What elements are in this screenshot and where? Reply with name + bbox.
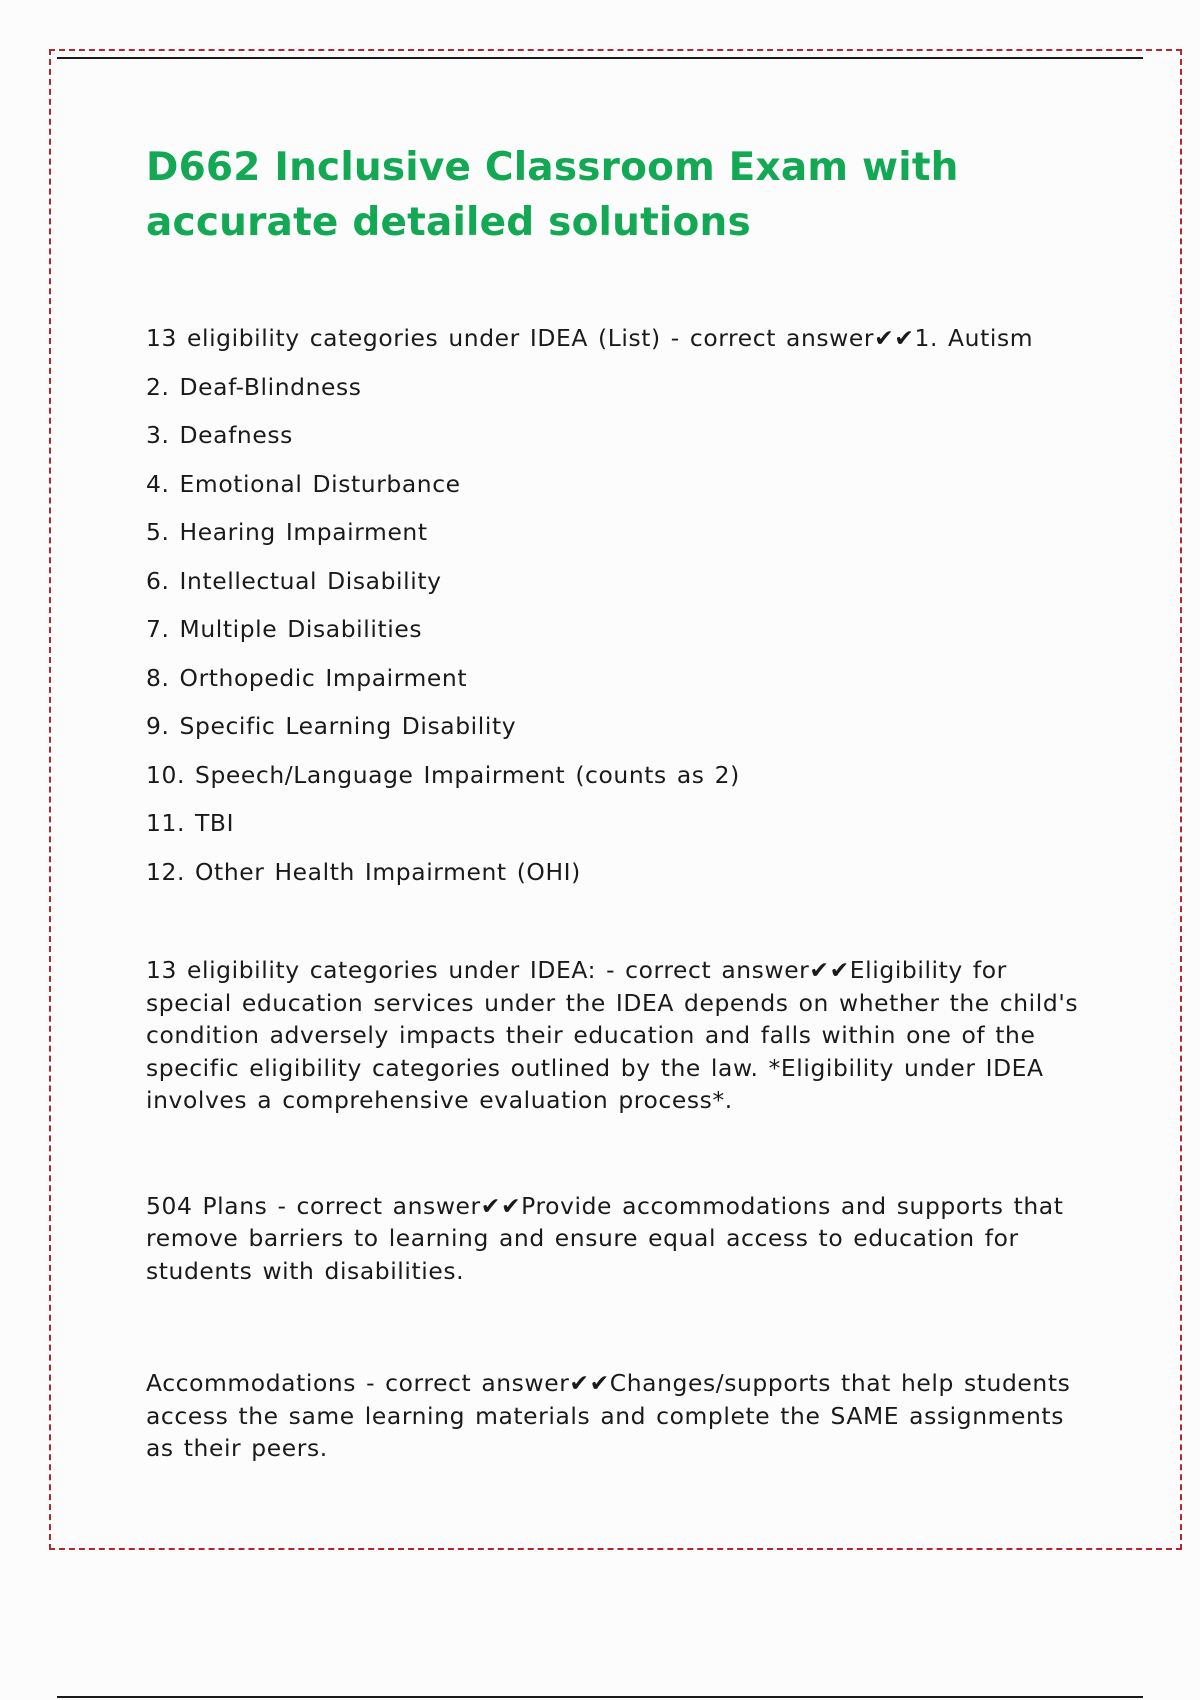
qa-504-plans	[146, 1190, 1086, 1288]
qa-section	[146, 322, 1086, 1465]
document-content	[146, 140, 1086, 1465]
list-item: 7. Multiple Disabilities	[146, 615, 423, 643]
list-item: 4. Emotional Disturbance	[146, 469, 461, 498]
qa-eligibility-definition	[146, 954, 1086, 1117]
list-item: 12. Other Health Impairment (OHI)	[146, 857, 581, 886]
text-line: special education services under the IDEA depends on whether the child's	[146, 988, 1079, 1017]
text-line: 13 eligibility categories under IDEA: - correct answer✔✔Eligibility for	[146, 956, 1007, 984]
list-item: 2. Deaf-Blindness	[146, 372, 362, 401]
list-item: 10. Speech/Language Impairment (counts as 2)	[146, 760, 740, 789]
text-line: involves a comprehensive evaluation process*.	[146, 1086, 733, 1114]
list-item: 5. Hearing Impairment	[146, 518, 428, 546]
document-title	[146, 140, 1086, 250]
list-item: 9. Specific Learning Disability	[146, 712, 517, 740]
text-line: access the same learning materials and complete the SAME assignments	[146, 1401, 1064, 1430]
text-line: students with disabilities.	[146, 1256, 465, 1285]
qa-accommodations	[146, 1367, 1086, 1465]
bottom-rule	[57, 1696, 1143, 1698]
text-line: specific eligibility categories outlined by the law. *Eligibility under IDEA	[146, 1053, 1044, 1082]
top-rule	[57, 57, 1143, 59]
text-line: Accommodations - correct answer✔✔Changes/supports that help students	[146, 1369, 1071, 1397]
title-line-2: accurate detailed solutions	[146, 200, 751, 245]
text-line: remove barriers to learning and ensure equal access to education for	[146, 1224, 1019, 1252]
list-item: 6. Intellectual Disability	[146, 566, 442, 595]
list-item: 13 eligibility categories under IDEA (List) - correct answer✔✔1. Autism	[146, 324, 1034, 352]
list-item: 11. TBI	[146, 809, 235, 837]
title-line-1: D662 Inclusive Classroom Exam with	[146, 145, 959, 190]
eligibility-list	[146, 322, 1086, 888]
text-line: as their peers.	[146, 1434, 328, 1462]
text-line: condition adversely impacts their education and falls within one of the	[146, 1021, 1036, 1049]
list-item: 3. Deafness	[146, 421, 293, 449]
list-item: 8. Orthopedic Impairment	[146, 663, 468, 692]
text-line: 504 Plans - correct answer✔✔Provide accommodations and supports that	[146, 1191, 1064, 1220]
